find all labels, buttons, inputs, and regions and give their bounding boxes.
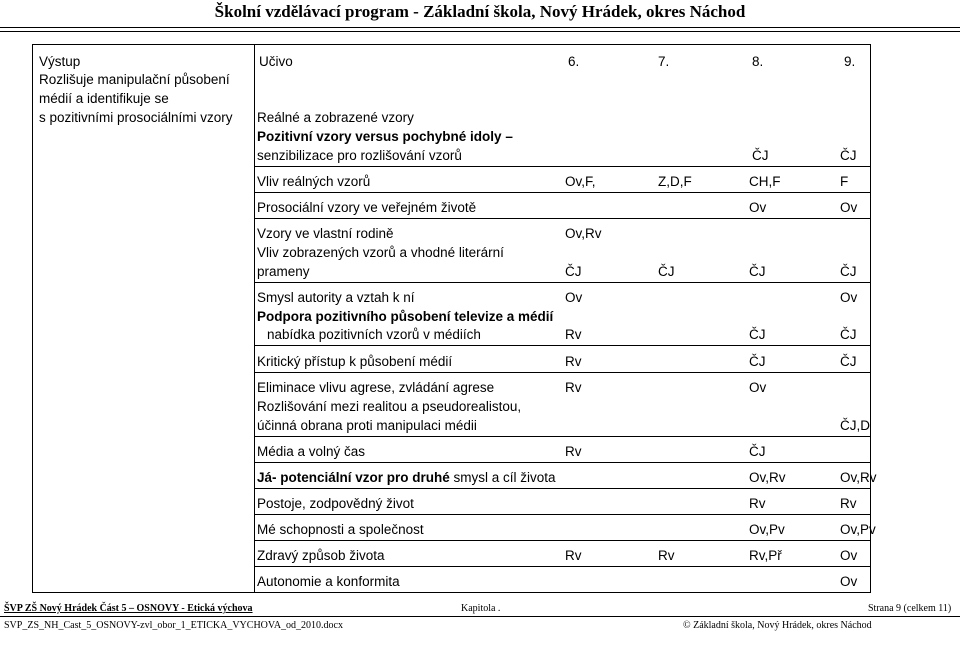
grade-9-cell: Rv [840,496,857,511]
row-divider [254,218,870,219]
grade-8-cell: ČJ [749,327,766,342]
row-divider [254,436,870,437]
col-header-grade-9: 9. [844,54,856,69]
content-cell: účinná obrana proti manipulaci médii [257,418,477,433]
row-divider [254,282,870,283]
grade-6-cell: Ov,Rv [565,226,602,241]
grade-9-cell: ČJ [840,264,857,279]
content-cell: Postoje, zodpovědný život [257,496,414,511]
grade-8-cell: Ov [749,200,767,215]
grade-6-cell: ČJ [565,264,582,279]
content-cell-text: nabídka pozitivních vzorů v médiích [267,327,481,342]
grade-8-cell: ČJ [749,444,766,459]
row-divider [254,372,870,373]
footer-filename: SVP_ZS_NH_Cast_5_OSNOVY-zvl_obor_1_ETICKA_VYCHOVA_od_2010.docx [4,620,343,631]
footer-rule [0,616,960,617]
grade-6-cell: Rv [565,444,582,459]
grade-6-cell: Rv [565,548,582,563]
content-cell: Reálné a zobrazené vzory [257,110,414,125]
content-cell: Prosociální vzory ve veřejném životě [257,200,477,215]
content-cell: Pozitivní vzory versus pochybné idoly – [257,129,513,144]
content-cell [257,326,481,343]
grade-7-cell: Rv [658,548,675,563]
content-cell-bold: Já- potenciální vzor pro druhé [257,470,454,485]
footer-page-number: Strana 9 (celkem 11) [868,603,952,614]
grade-6-cell: Rv [565,380,582,395]
footer-doc-title: ŠVP ZŠ Nový Hrádek Část 5 – OSNOVY - Etická výchova [4,603,253,614]
grade-9-cell: Ov [840,200,858,215]
grade-7-cell: ČJ [658,264,675,279]
content-cell: Vliv reálných vzorů [257,174,371,189]
footer-chapter: Kapitola . [461,603,501,614]
grade-9-cell: Ov [840,574,858,589]
grade-8-cell: Ov [749,380,767,395]
grade-8-cell: ČJ [749,264,766,279]
content-cell: Vliv zobrazených vzorů a vhodné literární [257,245,504,260]
row-divider [254,345,870,346]
content-cell: Vzory ve vlastní rodině [257,226,394,241]
grade-6-cell: Rv [565,354,582,369]
row-divider [254,540,870,541]
grade-9-cell: ČJ,D [840,418,870,433]
content-cell: Eliminace vlivu agrese, zvládání agrese [257,380,495,395]
col-header-grade-7: 7. [658,54,670,69]
grade-6-cell: Ov [565,290,583,305]
grade-7-cell: Z,D,F [658,174,692,189]
page-header-title: Školní vzdělávací program - Základní škola, Nový Hrádek, okres Náchod [214,2,746,21]
content-cell: Média a volný čas [257,444,366,459]
content-cell: Zdravý způsob života [257,548,385,563]
grade-9-cell: F [840,174,849,189]
content-cell-text: smysl a cíl života [453,470,556,485]
grade-8-cell: ČJ [749,354,766,369]
row-divider [254,166,870,167]
content-cell: Rozlišování mezi realitou a pseudorealistou, [257,399,522,414]
grade-8-cell: CH,F [749,174,781,189]
content-cell: Smysl autority a vztah k ní [257,290,415,305]
content-cell: Mé schopnosti a společnost [257,522,424,537]
row-divider [254,488,870,489]
output-line: Rozlišuje manipulační působení [39,72,230,87]
content-cell: prameny [257,264,310,279]
col-header-grade-6: 6. [568,54,580,69]
grade-9-cell: ČJ [840,327,857,342]
row-divider [254,462,870,463]
grade-8-cell: Ov,Rv [749,470,786,485]
grade-9-cell: Ov,Pv [840,522,876,537]
col-header-grade-8: 8. [752,54,764,69]
grade-8-cell: Rv,Př [749,548,782,563]
content-cell: Podpora pozitivního působení televize a médií [257,309,554,324]
grade-8-cell: ČJ [752,148,769,163]
content-cell: senzibilizace pro rozlišování vzorů [257,148,462,163]
row-divider [254,514,870,515]
grade-9-cell: Ov [840,290,858,305]
grade-9-cell: ČJ [840,354,857,369]
grade-9-cell: Ov,Rv [840,470,877,485]
output-line: médií a identifikuje se [39,91,169,106]
content-cell: Autonomie a konformita [257,574,400,589]
column-divider [254,45,255,592]
footer-copyright: © Základní škola, Nový Hrádek, okres Náchod [683,620,872,631]
col-header-output: Výstup [39,54,81,69]
grade-8-cell: Ov,Pv [749,522,785,537]
header-rule-2 [0,31,960,32]
content-cell: Kritický přístup k působení médií [257,354,453,369]
grade-9-cell: Ov [840,548,858,563]
output-line: s pozitivními prosociálními vzory [39,110,233,125]
header-rule [0,27,960,28]
grade-8-cell: Rv [749,496,766,511]
col-header-content: Učivo [259,54,293,69]
row-divider [254,566,870,567]
grade-9-cell: ČJ [840,148,857,163]
curriculum-table [32,44,877,593]
row-divider [254,192,870,193]
grade-6-cell: Rv [565,327,582,342]
content-cell [257,469,556,486]
grade-6-cell: Ov,F, [565,174,596,189]
